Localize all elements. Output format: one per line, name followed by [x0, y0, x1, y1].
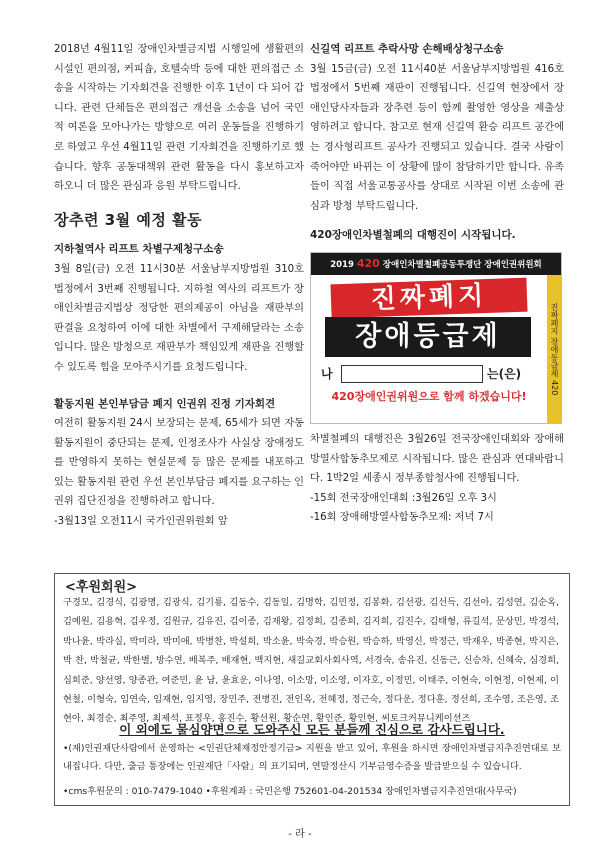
poster-na: 나: [321, 366, 333, 381]
item1-body: 3월 8일(금) 오전 11시30분 서울남부지방법원 310호 법정에서 3번째 진행됩니다. 지하철 역사의 리프트가 장애인차별금지법상 정당한 편의제공이 아님을 재판부의 판결을 요청하여 이에 대한 차별에서 구제해달라는 소송입니다. 많은 방청으로 재판부가 책임있게 재판을 진행할 수 있도록 힘을 모아주시기를 요청드립니다.: [54, 263, 304, 373]
item2-title: 활동지원 본인부담금 폐지 인권위 진정 기자회견: [54, 397, 276, 410]
intro-paragraph: 2018년 4월11일 장애인차별금지법 시행일에 생활편의시설인 편의점, 커피숍, 호텔숙박 등에 대한 편의접근 소송을 시작하는 기자회견을 진행한 이후 1년이 다 되어 갑니다. 관련 단체들은 편의접근 개선을 소송을 넘어 국민적 여론을 모아나가는 방향으로 여러 운동들을 진행하기로 하였고 우선 4월11일 관련 기자회견을 진행하기로 했습니다. 향후 공동대책위 관련 활동을 다시 홍보하고자 하오니 더 많은 관심과 응원 부탁드립니다.: [54, 44, 304, 193]
left-column: [54, 40, 304, 532]
poster-top-banner: [311, 253, 561, 275]
poster-name-box: [319, 363, 543, 385]
poster-top-prefix: 2019: [330, 259, 354, 270]
item3-body: 3월 15금(금) 오전 11시40분 서울남부지방법원 416호 법정에서 5번째 재판이 진행됩니다. 신길역 현장에서 장애인당사자들과 장추련 등이 함께 촬영한 영상을 제출상영하려고 합니다. 참고로 현재 신길역 환승 리프트 공간에는 경사형리프트 공사가 진행되고 있습니다. 결국 사람이 죽어야만 바뀌는 이 상황에 많이 참담하기만 합니다. 유족들이 직접 서울교통공사를 상대로 시작된 이번 소송에 관심과 방청 부탁드립니다.: [310, 63, 564, 212]
donor-names: 구경모, 김경식, 김광명, 김광식, 김기룡, 김동수, 김동일, 김명학, 김민정, 김봉화, 김선광, 김선득, 김선아, 김성연, 김순옥, 김예원, 김용혁, 김우정, 김원규, 김유진, 김이종, 김재왕, 김정희, 김종희, 김지희, 김진수, 김태형, 류길석, 문상민, 박경석, 박나윤, 박라실, 박미라, 박미애, 박병찬, 박설희, 박소윤, 박숙경, 박승원, 박승하, 박영신, 박정근, 박재우, 박종현, 박지은, 박 찬, 박철균, 박한별, 방수연, 배복주, 배재현, 백지현, 새길교회사회사역, 서경숙, 송유진, 신동근, 신승차, 신혜숙, 심경희, 심희준, 양선영, 양종관, 여준민, 윤 남, 윤효운, 이나영, 이소망, 이소영, 이자호, 이정민, 이태주, 이현숙, 이현정, 이현제, 이현철, 이형숙, 임연숙, 임재현, 임지영, 장민주, 전병진, 전인옥, 전혜정, 정근숙, 정다운, 정다훈, 정선희, 조수영, 조은영, 조현아, 최경순, 최주영, 최제석, 표정우, 홍진수, 황선원, 황순연, 황인준, 황인현, 씨토크커뮤니케이션즈: [63, 597, 559, 725]
donation-note: •(재)인권재단사람에서 운영하는 <인권단체재정안정기금> 지원을 받고 있어, 후원을 하시면 장애인차별금지추진연대로 보내집니다. 다만, 출금 통장에는 인권재단「사람」의 표기되며, 연말정산시 기부금영수증을 발급받으실 수 있습니다.: [63, 743, 561, 772]
poster-bottom-slogan: 420장애인권위원으로 함께 하겠습니다!: [331, 389, 527, 403]
section-title: 장추련 3월 예정 활동: [54, 210, 203, 229]
donor-box: [54, 573, 570, 806]
thanks-text: 이 외에도 물심양면으로 도와주신 모든 분들께 진심으로 감사드립니다.: [119, 722, 505, 737]
thanks-line: [55, 720, 569, 738]
list-item: -15회 전국장애인대회 :3월26일 오후 3시: [310, 492, 497, 504]
item2-body: 여전히 활동지원 24시 보장되는 문제, 65세가 되면 자동 활동지원이 중단되는 문제, 인정조사가 사실상 장애정도를 반영하지 못하는 현실문제 등 많은 문제를 내포하고 있는 활동지원 관련 우선 본인부담금 폐지를 요구하는 인권위 집단진정을 진행하려고 합니다.: [54, 418, 304, 508]
poster-eun: 는(은): [487, 366, 522, 381]
events-list: [310, 489, 564, 528]
poster-side-strip: 진짜폐지 장애등급제 420: [547, 275, 561, 423]
donor-title: <후원회원>: [65, 580, 138, 595]
poster-heading: 420장애인차별철폐의 대행진이 시작됩니다.: [310, 229, 516, 242]
donation-account: •cms후원문의 : 010-7479-1040 •후원계좌 : 국민은행 752601-04-201534 장애인차별금지추진연대(사무국): [63, 786, 517, 797]
item1-title: 지하철역사 리프트 차별구제청구소송: [54, 243, 224, 256]
poster-top-rest: 장애인차별철폐공동투쟁단 장애인권위원회: [382, 259, 542, 270]
item3-title: 신길역 리프트 추락사망 손해배상청구소송: [310, 43, 504, 55]
list-item: -16회 장애해방열사합동추모제: 저녁 7시: [310, 512, 494, 524]
item4-body: 차별철폐의 대행진은 3월26일 전국장애인대회와 장애해방열사합동추모제로 시작됩니다. 많은 관심과 연대바랍니다. 1박2일 세종시 정부종합청사에 진행됩니다.: [310, 433, 564, 485]
poster-top-num: 420: [356, 256, 380, 270]
poster-red-text: 진짜폐지: [330, 278, 527, 319]
poster-black-text: 장애등급제: [325, 317, 531, 357]
poster-image: [310, 252, 562, 424]
right-column: [310, 40, 564, 528]
page-number: - 라 -: [288, 829, 312, 840]
poster-blank-field: [341, 365, 483, 383]
item2-date: -3월13일 오전11시 국가인권위원회 앞: [54, 516, 228, 528]
